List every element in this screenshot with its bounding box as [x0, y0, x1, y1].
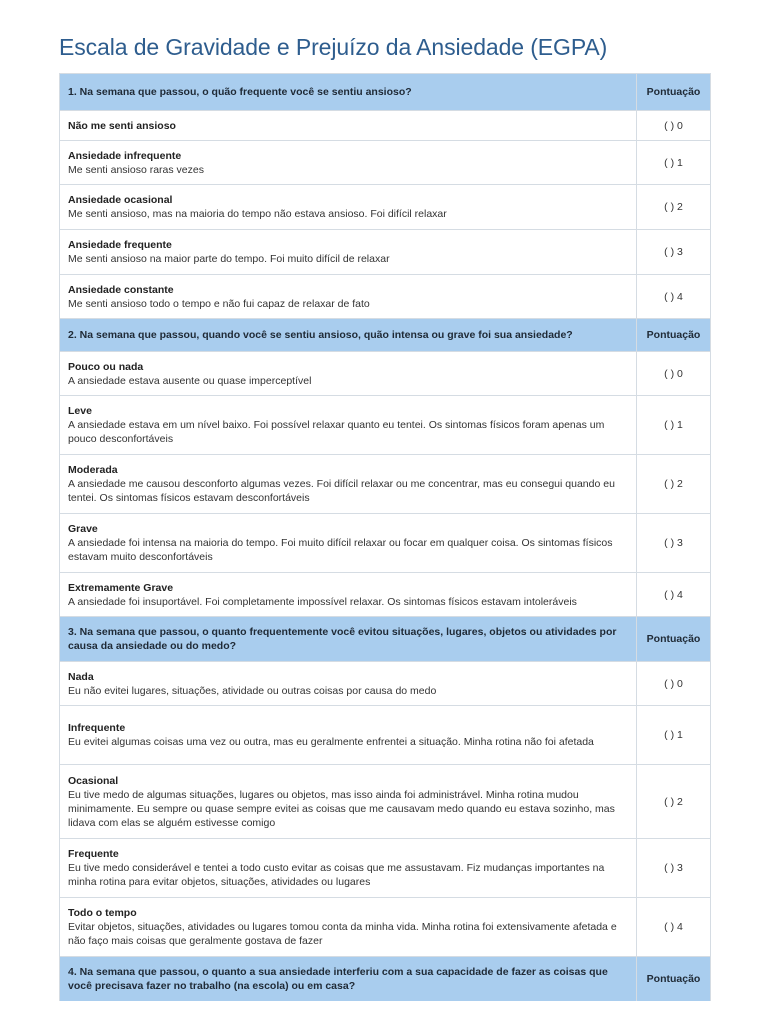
option-title: Ansiedade ocasional: [68, 194, 173, 206]
option-description: A ansiedade estava ausente ou quase imperceptível: [68, 374, 312, 387]
option-title: Ansiedade constante: [68, 283, 174, 296]
score-checkbox[interactable]: ( ) 0: [637, 111, 711, 141]
option-cell: [60, 111, 637, 141]
option-description: Me senti ansioso, mas na maioria do tempo não estava ansioso. Foi difícil relaxar: [68, 208, 447, 220]
score-checkbox[interactable]: ( ) 2: [637, 185, 711, 230]
option-title: Pouco ou nada: [68, 360, 144, 373]
option-title: Grave: [68, 523, 98, 535]
question-row: [60, 957, 711, 1001]
option-cell: [60, 765, 637, 839]
option-title: Frequente: [68, 848, 119, 860]
option-description: Eu evitei algumas coisas uma vez ou outra, mas eu geralmente enfrentei a situação. Minha rotina não foi afetada: [68, 736, 594, 748]
option-row: [60, 352, 711, 396]
score-checkbox[interactable]: ( ) 0: [637, 662, 711, 706]
option-row: [60, 662, 711, 706]
option-cell: [60, 230, 637, 275]
question-text: 2. Na semana que passou, quando você se sentiu ansioso, quão intensa ou grave foi sua ansiedade?: [60, 319, 637, 352]
option-cell: [60, 141, 637, 185]
option-row: [60, 185, 711, 230]
option-title: Ansiedade frequente: [68, 239, 172, 251]
score-checkbox[interactable]: ( ) 4: [637, 898, 711, 957]
option-title: Infrequente: [68, 722, 126, 734]
option-row: [60, 455, 711, 514]
option-title: Ansiedade infrequente: [68, 149, 182, 162]
question-text: 3. Na semana que passou, o quanto frequentemente você evitou situações, lugares, objetos ou atividades por causa da ansiedade ou do medo?: [60, 617, 637, 662]
option-cell: [60, 275, 637, 319]
option-row: [60, 111, 711, 141]
question-row: [60, 319, 711, 352]
option-cell: [60, 706, 637, 765]
option-description: Eu não evitei lugares, situações, atividade ou outras coisas por causa do medo: [68, 684, 437, 697]
score-checkbox[interactable]: ( ) 3: [637, 839, 711, 898]
score-header: Pontuação: [637, 74, 711, 111]
option-description: A ansiedade foi intensa na maioria do tempo. Foi muito difícil relaxar ou focar em qualquer coisa. Os sintomas físicos estavam muito desconfortáveis: [68, 537, 613, 563]
score-checkbox[interactable]: ( ) 1: [637, 706, 711, 765]
option-title: Nada: [68, 670, 94, 683]
option-cell: [60, 573, 637, 617]
option-cell: [60, 514, 637, 573]
option-title: Leve: [68, 405, 92, 417]
score-checkbox[interactable]: ( ) 3: [637, 230, 711, 275]
score-header: Pontuação: [637, 319, 711, 352]
question-row: [60, 74, 711, 111]
option-row: [60, 839, 711, 898]
option-title: Todo o tempo: [68, 907, 137, 919]
option-row: [60, 765, 711, 839]
option-cell: [60, 396, 637, 455]
score-checkbox[interactable]: ( ) 3: [637, 514, 711, 573]
score-checkbox[interactable]: ( ) 0: [637, 352, 711, 396]
option-title: Extremamente Grave: [68, 581, 174, 594]
option-cell: [60, 352, 637, 396]
score-header: Pontuação: [637, 617, 711, 662]
option-title: Ocasional: [68, 774, 119, 787]
option-title: Moderada: [68, 464, 118, 476]
option-cell: [60, 662, 637, 706]
option-row: [60, 514, 711, 573]
option-description: Me senti ansioso na maior parte do tempo. Foi muito difícil de relaxar: [68, 253, 390, 265]
option-description: Me senti ansioso todo o tempo e não fui capaz de relaxar de fato: [68, 297, 370, 310]
score-header: Pontuação: [637, 957, 711, 1001]
option-cell: [60, 455, 637, 514]
scale-table: [59, 73, 711, 1001]
option-description: Evitar objetos, situações, atividades ou lugares tomou conta da minha vida. Minha rotina foi extensivamente afetada e não faço mais coisas que geralmente gostava de fazer: [68, 921, 617, 947]
score-checkbox[interactable]: ( ) 4: [637, 573, 711, 617]
score-checkbox[interactable]: ( ) 1: [637, 396, 711, 455]
option-description: A ansiedade foi insuportável. Foi completamente impossível relaxar. Os sintomas físicos estavam intoleráveis: [68, 595, 577, 608]
question-text: 4. Na semana que passou, o quanto a sua ansiedade interferiu com a sua capacidade de fazer as coisas que você precisava fazer no trabalho (na escola) ou em casa?: [60, 957, 637, 1001]
option-description: Eu tive medo considerável e tentei a todo custo evitar as coisas que me assustavam. Fiz mudanças importantes na minha rotina para evitar objetos, situações, atividades ou lugares: [68, 862, 605, 888]
question-text: 1. Na semana que passou, o quão frequente você se sentiu ansioso?: [60, 74, 637, 111]
score-checkbox[interactable]: ( ) 2: [637, 765, 711, 839]
question-row: [60, 617, 711, 662]
option-row: [60, 898, 711, 957]
option-description: Eu tive medo de algumas situações, lugares ou objetos, mas isso ainda foi administrável. Minha rotina mudou minimamente. Eu sempre ou quase sempre evitei as coisas que me causavam medo quando eu estava sozinho, mas lidava com elas se alguém estivesse comigo: [68, 788, 615, 829]
score-checkbox[interactable]: ( ) 1: [637, 141, 711, 185]
option-row: [60, 230, 711, 275]
score-checkbox[interactable]: ( ) 4: [637, 275, 711, 319]
option-description: A ansiedade me causou desconforto algumas vezes. Foi difícil relaxar ou me concentrar, mas eu consegui quando eu tentei. Os sintomas físicos estavam desconfortáveis: [68, 478, 615, 504]
page-title: Escala de Gravidade e Prejuízo da Ansiedade (EGPA): [59, 34, 608, 60]
score-checkbox[interactable]: ( ) 2: [637, 455, 711, 514]
option-cell: [60, 839, 637, 898]
option-cell: [60, 898, 637, 957]
option-row: [60, 573, 711, 617]
option-description: A ansiedade estava em um nível baixo. Foi possível relaxar quanto eu tentei. Os sintomas físicos foram apenas um pouco desconfortáveis: [68, 419, 605, 445]
option-row: [60, 141, 711, 185]
option-title: Não me senti ansioso: [68, 119, 176, 132]
option-row: [60, 706, 711, 765]
option-description: Me senti ansioso raras vezes: [68, 163, 204, 176]
option-row: [60, 396, 711, 455]
option-row: [60, 275, 711, 319]
option-cell: [60, 185, 637, 230]
